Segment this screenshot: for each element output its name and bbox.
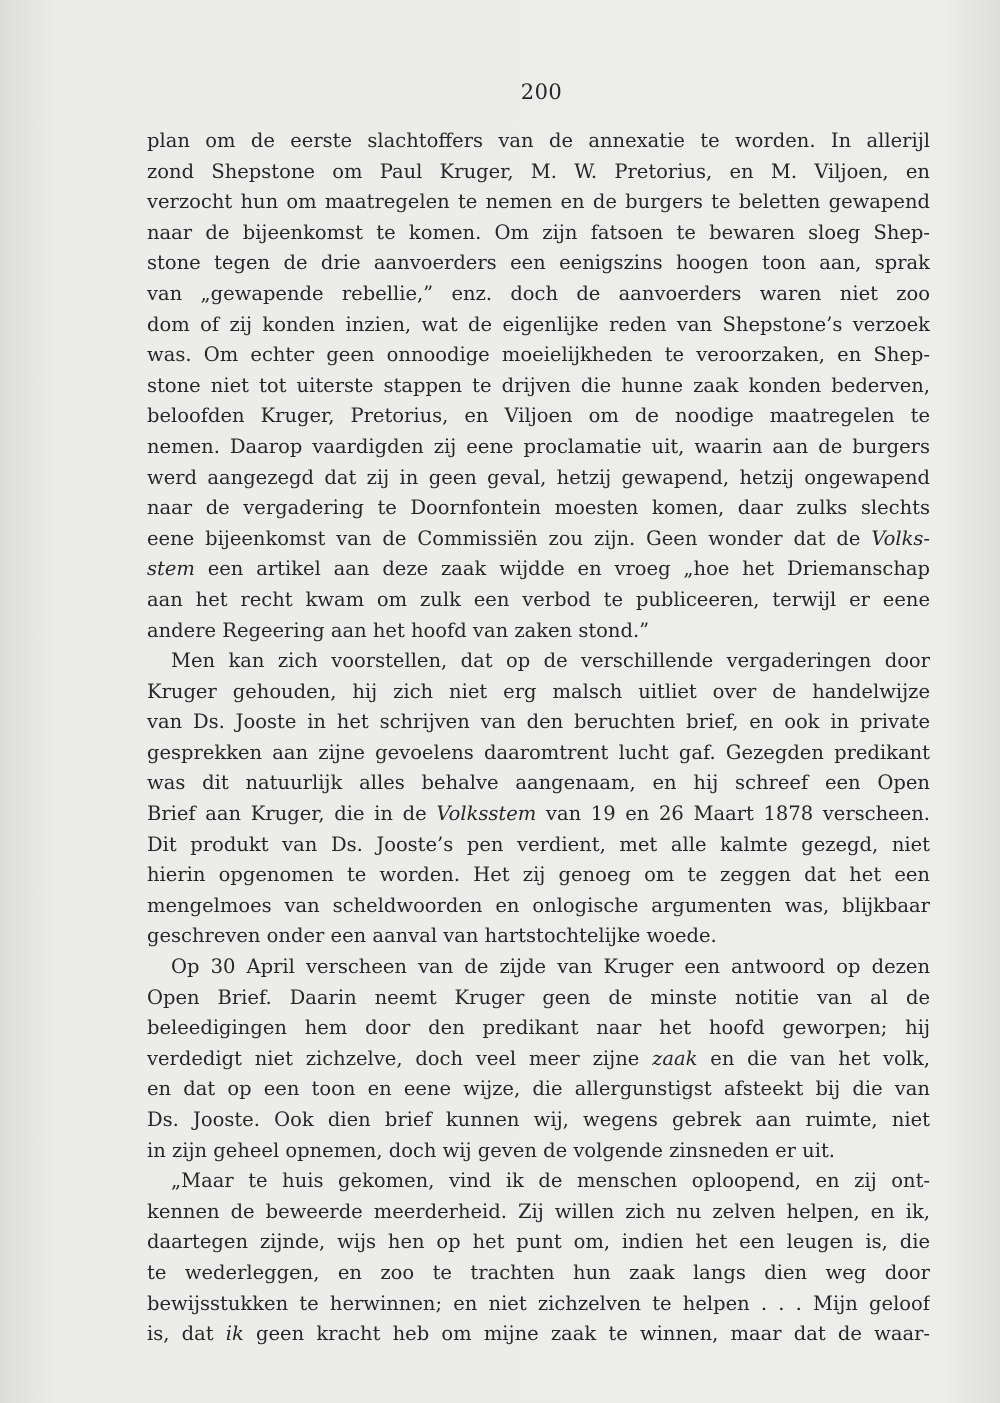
text-line: in zijn geheel opnemen, doch wij geven de volgende zinsneden er uit. bbox=[147, 1138, 835, 1162]
text-line: van „gewapende rebellie,” enz. doch de aanvoerders waren niet zoo bbox=[147, 281, 930, 305]
text-line: Open Brief. Daarin neemt Kruger geen de minste notitie van al de bbox=[147, 985, 930, 1009]
text-line: naar de vergadering te Doornfontein moesten komen, daar zulks slechts bbox=[147, 496, 930, 520]
text-line: naar de bijeenkomst te komen. Om zijn fatsoen te bewaren sloeg Shep- bbox=[147, 220, 930, 244]
text-line: bewijsstukken te herwinnen; en niet zichzelven te helpen . . . Mijn geloof bbox=[147, 1291, 930, 1315]
body-text bbox=[147, 126, 930, 1350]
text-line bbox=[147, 524, 930, 555]
text-line: „Maar te huis gekomen, vind ik de menschen oploopend, en zij ont- bbox=[171, 1169, 930, 1193]
text-line: zond Shepstone om Paul Kruger, M. W. Pretorius, en M. Viljoen, en bbox=[147, 159, 930, 183]
page-number: 200 bbox=[520, 80, 563, 104]
line-text: geen kracht heb om mijne zaak te winnen, maar dat de waar- bbox=[243, 1322, 930, 1346]
line-text: is, dat bbox=[147, 1322, 226, 1346]
text-line bbox=[147, 554, 930, 585]
line-text: eene bijeenkomst van de Commissiën zou zijn. Geen wonder dat de bbox=[147, 526, 872, 550]
italic-text: Volks- bbox=[871, 526, 930, 550]
text-line: en dat op een toon en eene wijze, die allergunstigst afsteekt bij die van bbox=[147, 1077, 930, 1101]
text-line: andere Regeering aan het hoofd van zaken stond.” bbox=[147, 618, 650, 642]
text-line: Ds. Jooste. Ook dien brief kunnen wij, wegens gebrek aan ruimte, niet bbox=[147, 1108, 930, 1131]
text-line: werd aangezegd dat zij in geen geval, hetzij gewapend, hetzij ongewapend bbox=[147, 465, 930, 489]
text-line: Kruger gehouden, hij zich niet erg malsch uitliet over de handelwijze bbox=[147, 679, 930, 703]
italic-text: stem bbox=[147, 557, 195, 581]
italic-text: Volksstem bbox=[436, 802, 537, 826]
text-line: dom of zij konden inzien, wat de eigenlijke reden van Shepstone’s verzoek bbox=[147, 312, 930, 336]
text-line: Op 30 April verscheen van de zijde van Kruger een antwoord op dezen bbox=[171, 955, 930, 979]
text-line: nemen. Daarop vaardigden zij eene proclamatie uit, waarin aan de burgers bbox=[147, 434, 930, 458]
text-line bbox=[147, 1319, 930, 1350]
line-text: Brief aan Kruger, die in de bbox=[147, 802, 437, 826]
text-line: Men kan zich voorstellen, dat op de verschillende vergaderingen door bbox=[171, 649, 930, 673]
text-line: hierin opgenomen te worden. Het zij genoeg om te zeggen dat het een bbox=[147, 863, 930, 887]
text-line: verzocht hun om maatregelen te nemen en de burgers te beletten gewapend bbox=[147, 190, 930, 214]
text-line: plan om de eerste slachtoffers van de annexatie te worden. In allerijl bbox=[147, 129, 930, 152]
line-text: en die van het volk, bbox=[697, 1046, 930, 1070]
text-line: mengelmoes van scheldwoorden en onlogische argumenten was, blijkbaar bbox=[147, 893, 930, 917]
text-line: kennen de beweerde meerderheid. Zij willen zich nu zelven helpen, en ik, bbox=[147, 1199, 930, 1223]
text-line: stone tegen de drie aanvoerders een eenigszins hoogen toon aan, sprak bbox=[147, 251, 930, 275]
text-line: daartegen zijnde, wijs hen op het punt om, indien het een leugen is, die bbox=[147, 1230, 930, 1254]
text-line: stone niet tot uiterste stappen te drijven die hunne zaak konden bederven, bbox=[147, 373, 930, 397]
text-line: van Ds. Jooste in het schrijven van den beruchten brief, en ook in private bbox=[147, 710, 930, 734]
text-line: te wederleggen, en zoo te trachten hun zaak langs dien weg door bbox=[147, 1260, 930, 1284]
italic-text: ik bbox=[225, 1322, 244, 1346]
text-line: was dit natuurlijk alles behalve aangenaam, en hij schreef een Open bbox=[147, 771, 930, 795]
text-line bbox=[147, 1044, 930, 1075]
text-line: aan het recht kwam om zulk een verbod te publiceeren, terwijl er eene bbox=[147, 587, 930, 611]
italic-text: zaak bbox=[652, 1046, 698, 1070]
text-line: beloofden Kruger, Pretorius, en Viljoen om de noodige maatregelen te bbox=[147, 404, 930, 428]
text-line: geschreven onder een aanval van hartstochtelijke woede. bbox=[147, 924, 717, 948]
line-text: een artikel aan deze zaak wijdde en vroeg „hoe het Driemanschap bbox=[194, 557, 930, 581]
text-line bbox=[147, 799, 930, 830]
line-text: verdedigt niet zichzelve, doch veel meer zijne bbox=[147, 1046, 653, 1070]
text-line: Dit produkt van Ds. Jooste’s pen verdient, met alle kalmte gezegd, niet bbox=[147, 832, 930, 856]
text-line: beleedigingen hem door den predikant naar het hoofd geworpen; hij bbox=[147, 1016, 930, 1040]
text-line: gesprekken aan zijne gevoelens daaromtrent lucht gaf. Gezegden predikant bbox=[147, 740, 930, 764]
line-text: van 19 en 26 Maart 1878 verscheen. bbox=[536, 802, 930, 826]
text-line: was. Om echter geen onnoodige moeielijkheden te veroorzaken, en Shep- bbox=[147, 343, 930, 367]
